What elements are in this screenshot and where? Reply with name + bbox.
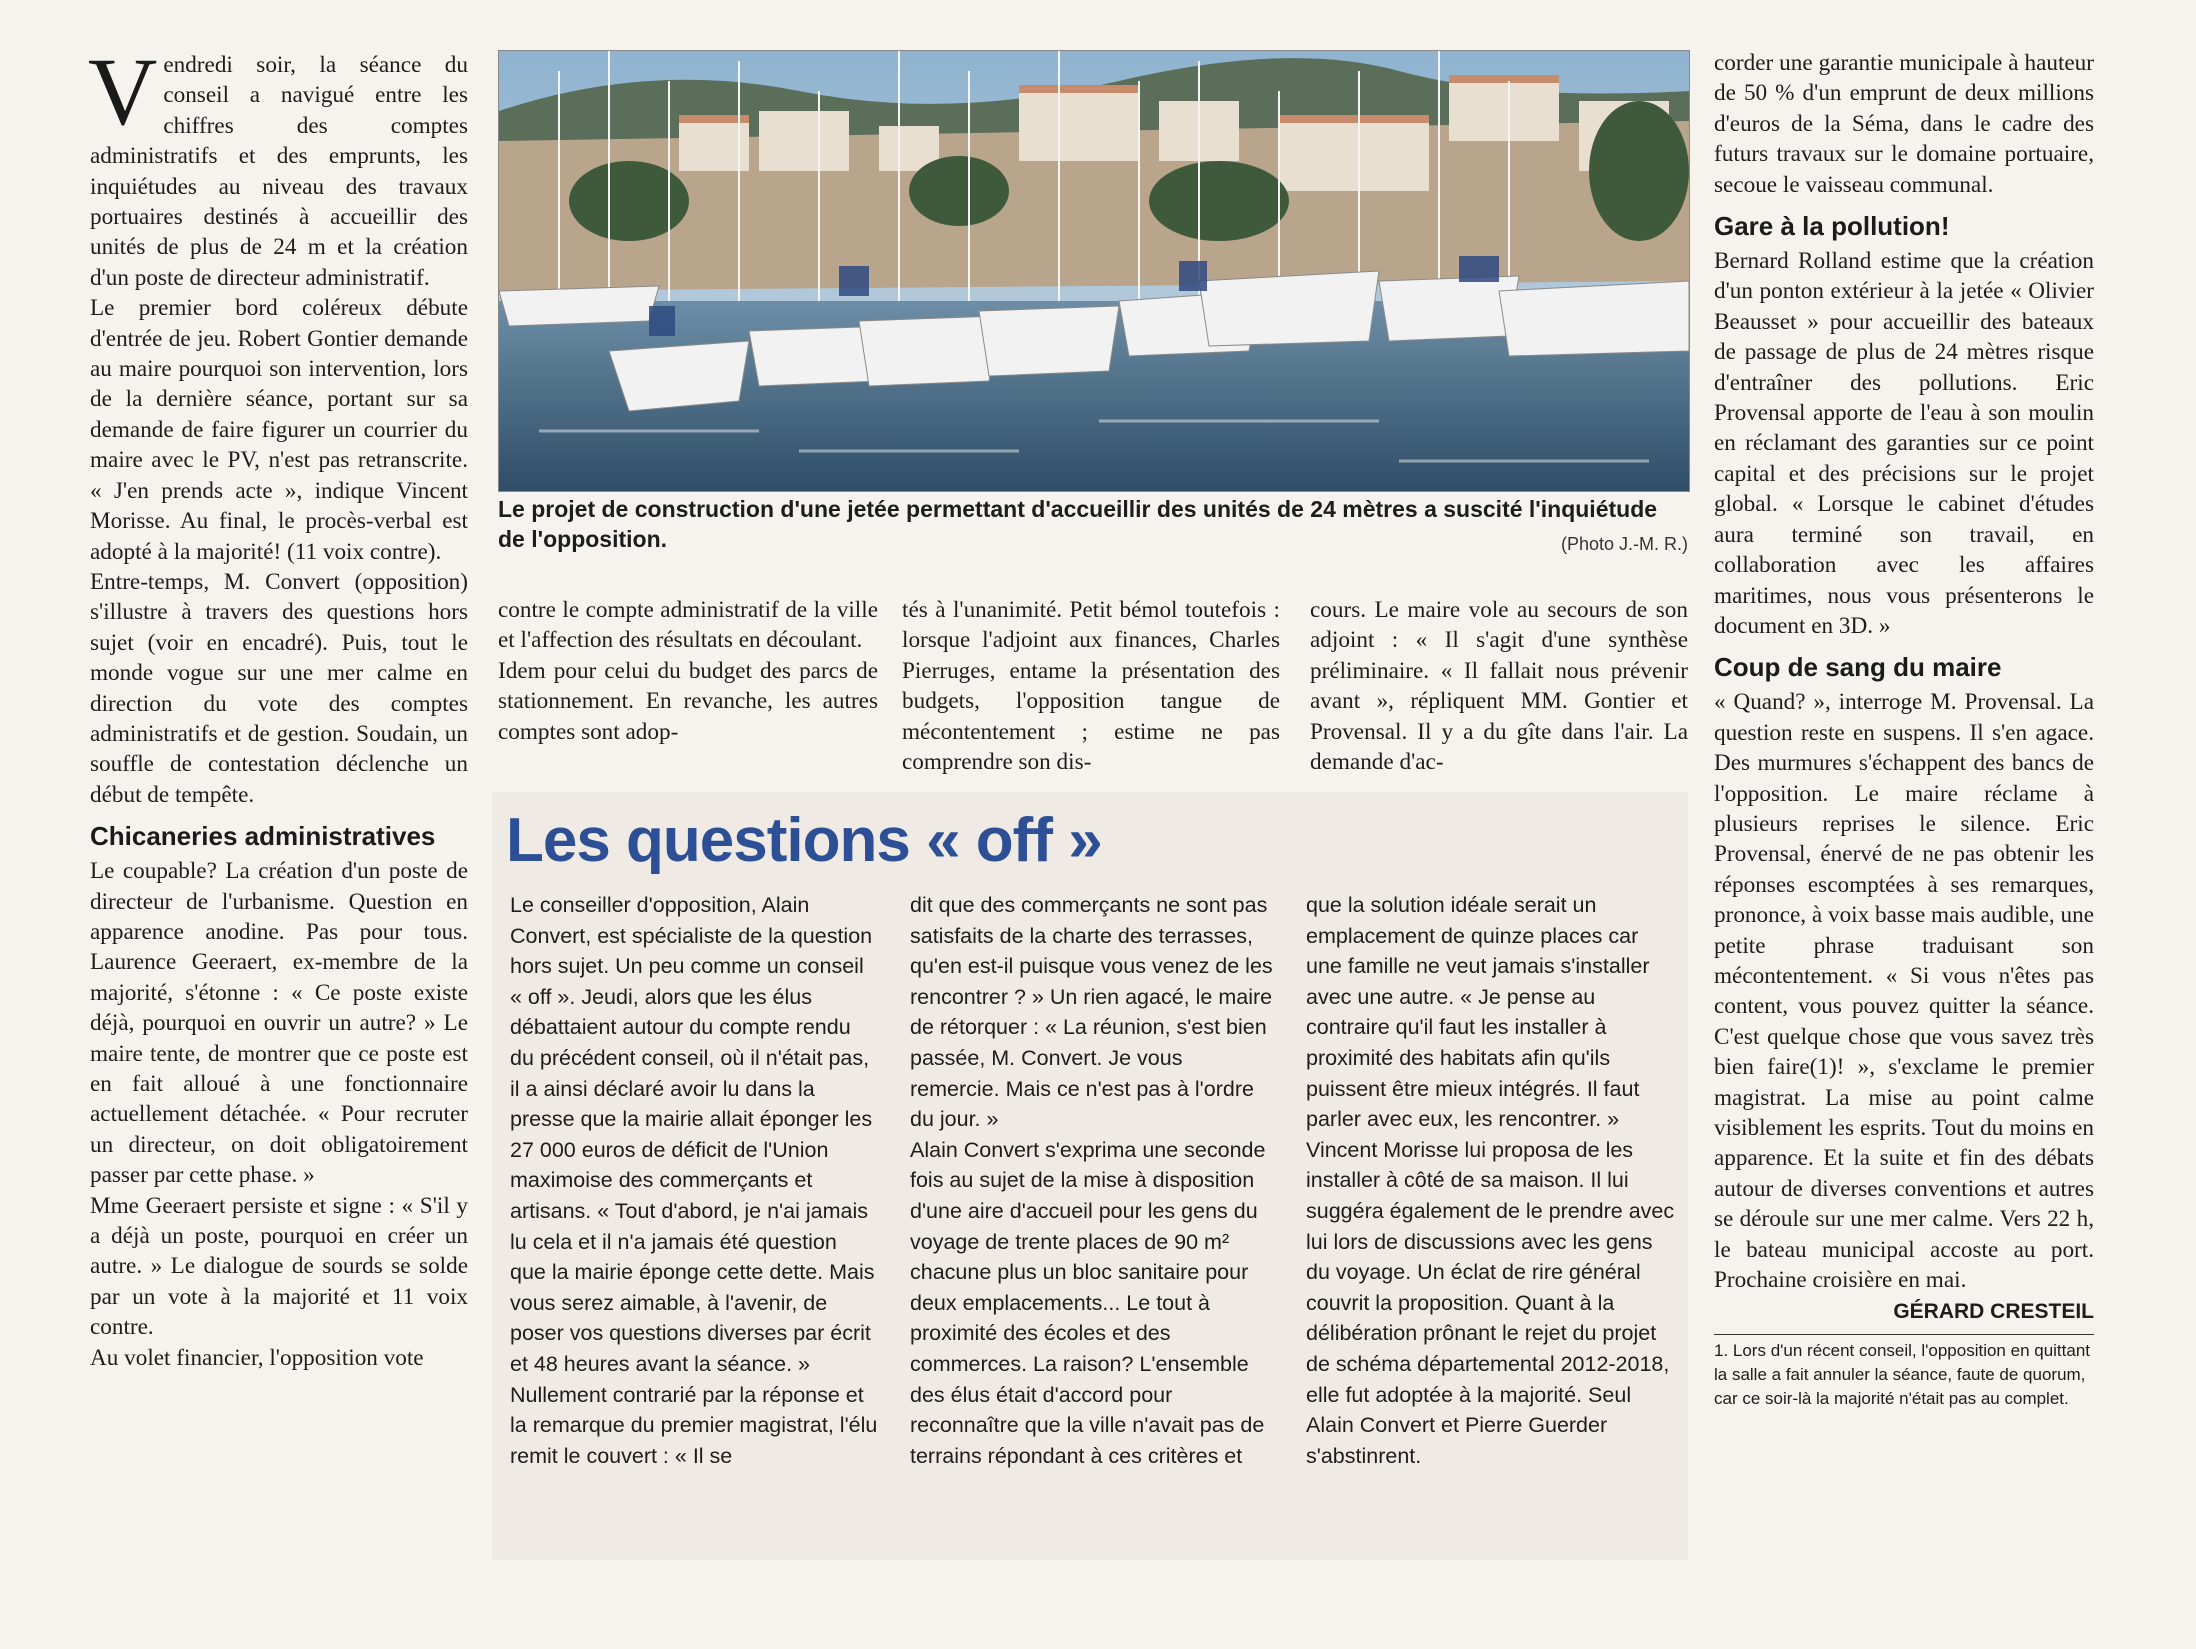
paragraph: « Quand? », interroge M. Provensal. La question reste en suspens. Il s'en agace. Des murmures s'échappent des bancs de l'opposition. Le maire réclame à plusieurs reprises le silence. Eric Provensal, énervé de ne pas obtenir les réponses escomptées à ses remarques, prononce, à voix basse mais audible, une petite phrase traduisant son mécontentement. « Si vous n'êtes pas content, vous pouvez quitter la séance. C'est quelque chose que vous savez très bien faire(1)! », s'exclame le premier magistrat. La mise au point calme visiblement les esprits. Tout du moins en apparence. Et la suite et fin des débats autour de diverses conventions et autres se déroule sur une mer calme. Vers 22 h, le bateau municipal accoste au port. Prochaine croisière en mai. (1714, 689, 2094, 1294)
paragraph: corder une garantie municipale à hauteur de 50 % d'un emprunt de deux millions d'euros de la Séma, dans le cadre des futurs travaux sur le domaine portuaire, secoue le vaisseau communal. (1714, 50, 2094, 198)
subheading: Gare à la pollution! (1714, 211, 1950, 242)
drop-cap: V (88, 38, 158, 145)
box-column-3 (1306, 890, 1680, 1471)
paragraph: Mme Geeraert persiste et signe : « S'il y a déjà un poste, pourquoi en créer un autre. » Le dialogue de sourds se solde par un vote à la majorité et 11 voix contre. (90, 1192, 468, 1341)
box-title: Les questions « off » (506, 806, 1102, 875)
intro-paragraph: Vendredi soir, la séance du conseil a navigué entre les chiffres des comptes administratifs et des emprunts, les inquiétudes au niveau des travaux portuaires destinés à accueillir des unités de plus de 24 m et la création d'un poste de directeur administratif. (88, 38, 468, 291)
article-column-4 (1310, 595, 1688, 777)
box-column-2 (910, 890, 1278, 1471)
paragraph: que la solution idéale serait un emplacement de quinze places car une famille ne veut jamais s'installer avec une autre. « Je pense au contraire qu'il faut les installer à proximité des habitats afin qu'ils puissent être mieux intégrés. Il faut parler avec eux, les rencontrer. » (1306, 893, 1650, 1132)
paragraph: Le coupable? La création d'un poste de directeur de l'urbanisme. Question en apparence anodine. Pas pour tous. Laurence Geeraert, ex-membre de la majorité, s'étonne : « Ce poste existe déjà, pourquoi en ouvrir un autre? » Le maire tente, de montrer que ce poste est en fait alloué à une fonctionnaire actuellement détachée. « Pour recruter un directeur, on doit obligatoirement passer par cette phase. » (90, 858, 468, 1189)
paragraph: Alain Convert s'exprima une seconde fois au sujet de la mise à disposition d'une aire d'accueil pour les gens du voyage de trente places de 90 m² chacune plus un bloc sanitaire pour deux emplacements... Le tout à proximité des écoles et des commerces. La raison? L'ensemble des élus était d'accord pour reconnaître que la ville n'avait pas de terrains répondant à ces critères et (910, 1137, 1266, 1468)
article-column-2 (498, 595, 878, 747)
photo-credit: (Photo J.-M. R.) (1560, 534, 1688, 554)
paragraph: Le conseiller d'opposition, Alain Convert, est spécialiste de la question hors sujet. Un peu comme un conseil « off ». Jeudi, alors que les élus débattaient autour du compte rendu du précédent conseil, où il n'était pas, il a ainsi déclaré avoir lu dans la presse que la mairie allait éponger les 27 000 euros de déficit de l'Union maximoise des commerçants et artisans. « Tout d'abord, je n'ai jamais lu cela et il n'a jamais été question que la mairie éponge cette dette. Mais vous serez aimable, à l'avenir, de poser vos questions diverses par écrit et 48 heures avant la séance. » Nullement contrarié par la réponse et la remarque du premier magistrat, l'élu remit le couvert : « Il se (510, 893, 878, 1468)
photo-caption: Le projet de construction d'une jetée permettant d'accueillir des unités de 24 mètres a suscité l'inquiétude de l'opposition. (498, 496, 1658, 552)
article-column-3 (902, 595, 1280, 777)
paragraph: Idem pour celui du budget des parcs de stationnement. En revanche, les autres comptes sont adop- (498, 657, 878, 745)
paragraph: dit que des commerçants ne sont pas satisfaits de la charte des terrasses, qu'en est-il puisque vous venez de les rencontrer ? » Un rien agacé, le maire de rétorquer : « La réunion, s'est bien passée, M. Convert. Je vous remercie. Mais ce n'est pas à l'ordre du jour. » (910, 893, 1273, 1132)
subheading: Coup de sang du maire (1714, 652, 2002, 683)
paragraph: cours. Le maire vole au secours de son adjoint : « Il s'agit d'une synthèse préliminaire. « Il fallait nous prévenir avant », répliquent MM. Gontier et Provensal. Il y a du gîte dans l'air. La demande d'ac- (1310, 597, 1688, 776)
harbor-illustration (499, 51, 1689, 491)
article-column-5 (1714, 48, 2094, 1411)
footnote: 1. Lors d'un récent conseil, l'opposition en quittant la salle a fait annuler la séance, faute de quorum, car ce soir-là la majorité n'était pas au complet. (1714, 1334, 2094, 1411)
box-column-1 (510, 890, 878, 1471)
subheading: Chicaneries administratives (90, 821, 436, 852)
author-signature: GÉRARD CRESTEIL (1893, 1300, 2094, 1324)
paragraph: Bernard Rolland estime que la création d'un ponton extérieur à la jetée « Olivier Beausset » pour accueillir des bateaux de passage de plus de 24 mètres risque d'entraîner des pollutions. Eric Provensal apporte de l'eau à son moulin en réclamant des garanties sur ce point capital et des précisions sur le projet global. « Lorsque le cabinet d'études aura terminé son travail, en collaboration avec les affaires maritimes, nous vous présenterons le document en 3D. » (1714, 248, 2094, 639)
paragraph: Au volet financier, l'opposition vote (90, 1344, 424, 1371)
harbor-photo (498, 50, 1690, 492)
paragraph: Le premier bord coléreux débute d'entrée de jeu. Robert Gontier demande au maire pourquoi son intervention, lors de la dernière séance, portant sur sa demande de faire figurer un courrier du maire avec le PV, n'est pas retranscrite. « J'en prends acte », indique Vincent Morisse. Au final, le procès-verbal est adopté à la majorité! (11 voix contre). (90, 295, 468, 565)
article-column-1 (88, 38, 468, 1373)
paragraph: tés à l'unanimité. Petit bémol toutefois : lorsque l'adjoint aux finances, Charles Pierruges, entame la présentation des budgets, l'opposition tangue de mécontentement ; estime ne pas comprendre son dis- (902, 597, 1280, 776)
paragraph: Entre-temps, M. Convert (opposition) s'illustre à travers des questions hors sujet (voir en encadré). Puis, tout le monde vogue sur une mer calme en direction du vote des comptes administratifs et de gestion. Soudain, un souffle de contestation déclenche un début de tempête. (90, 568, 468, 808)
paragraph: Vincent Morisse lui proposa de les installer à côté de sa maison. Il lui suggéra également de le prendre avec lui lors de discussions avec les gens du voyage. Un éclat de rire général couvrit la proposition. Quant à la délibération prônant le rejet du projet de schéma départemental 2012-2018, elle fut adoptée à la majorité. Seul Alain Convert et Pierre Guerder s'abstinrent. (1306, 1137, 1675, 1468)
paragraph: contre le compte administratif de la ville et l'affection des résultats en découlant. (498, 597, 878, 654)
